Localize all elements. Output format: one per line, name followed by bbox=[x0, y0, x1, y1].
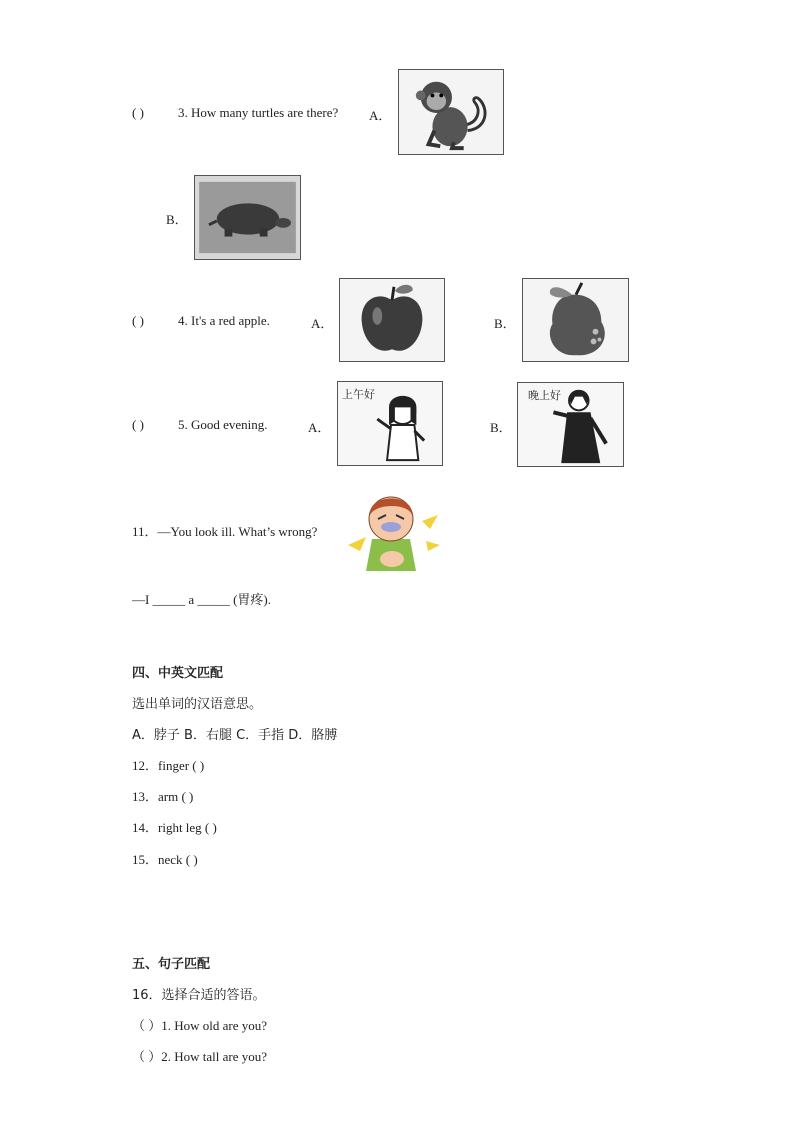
sentence-item-1: （ ）1. How old are you? bbox=[132, 1018, 268, 1033]
match-item-neck: 15．neck ( ) bbox=[132, 852, 198, 867]
q3-option-a: A． bbox=[369, 108, 392, 123]
q5-option-b: B． bbox=[490, 420, 512, 435]
girl-morning-label: 上午好 bbox=[342, 388, 375, 401]
monkey-icon bbox=[398, 69, 504, 155]
turtle-icon bbox=[194, 175, 301, 260]
q3-bracket: ( ) bbox=[132, 105, 144, 120]
q11-question: 11．—You look ill. What’s wrong? bbox=[132, 524, 318, 539]
q4-option-a: A． bbox=[311, 316, 334, 331]
section4-heading: 四、中英文匹配 bbox=[132, 666, 224, 681]
q5-bracket: ( ) bbox=[132, 417, 144, 432]
q4-text: 4. It's a red apple. bbox=[178, 313, 270, 328]
woman-evening-label: 晚上好 bbox=[528, 389, 561, 402]
girl-morning-icon bbox=[337, 381, 443, 466]
match-item-finger: 12．finger ( ) bbox=[132, 758, 205, 773]
sentence-item-2: （ ）2. How tall are you? bbox=[132, 1049, 268, 1064]
section5-instruction: 16．选择合适的答语。 bbox=[132, 988, 266, 1003]
q3-option-b: B． bbox=[166, 212, 188, 227]
q3-text: 3. How many turtles are there? bbox=[178, 105, 339, 120]
woman-evening-icon bbox=[517, 382, 624, 467]
q5-option-a: A． bbox=[308, 420, 331, 435]
q4-bracket: ( ) bbox=[132, 313, 144, 328]
section4-options: A．脖子 B．右腿 C．手指 D．胳膊 bbox=[132, 728, 338, 743]
apple-icon bbox=[339, 278, 445, 362]
q11-answer: —I _____ a _____ (胃疼). bbox=[132, 592, 272, 607]
match-item-right-leg: 14．right leg ( ) bbox=[132, 820, 217, 835]
q4-option-b: B． bbox=[494, 316, 516, 331]
pear-icon bbox=[522, 278, 629, 362]
match-item-arm: 13．arm ( ) bbox=[132, 789, 194, 804]
section5-heading: 五、句子匹配 bbox=[132, 957, 211, 972]
sick-boy-icon bbox=[342, 485, 440, 573]
q5-text: 5. Good evening. bbox=[178, 417, 268, 432]
section4-instruction: 选出单词的汉语意思。 bbox=[132, 697, 263, 712]
